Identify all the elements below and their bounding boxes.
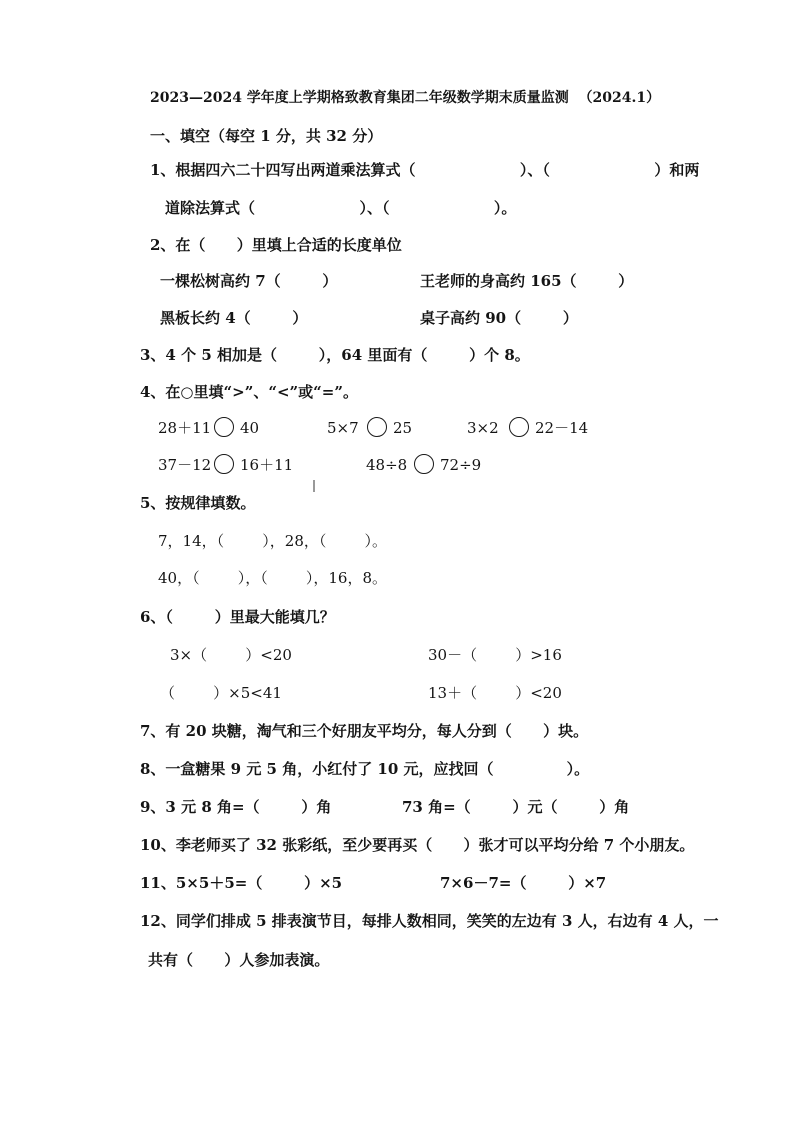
compare-left: 28＋11 (158, 419, 212, 437)
compare-circle-blank[interactable] (214, 454, 234, 474)
section-heading: 一、填空（每空 1 分，共 32 分） (150, 127, 383, 145)
question-11-part-b: 7×6－7=（ ）×7 (440, 874, 607, 892)
question-8: 8、一盒糖果 9 元 5 角，小红付了 10 元，应找回（ ）。 (140, 760, 590, 778)
question-9-part-b: 73 角=（ ）元（ ）角 (402, 798, 630, 816)
page-title: 2023—2024 学年度上学期格致教育集团二年级数学期末质量监测 （2024.1） (150, 90, 661, 106)
question-2-item-b: 王老师的身高约 165（ ） (420, 272, 634, 290)
compare-right: 16＋11 (240, 456, 294, 474)
question-9-part-a: 9、3 元 8 角=（ ）角 (140, 798, 332, 816)
compare-left: 3×2 (467, 419, 499, 437)
compare-left: 48÷8 (366, 456, 408, 474)
question-5-stem: 5、按规律填数。 (140, 494, 256, 512)
question-6-item-b: 30－（ ）>16 (428, 646, 562, 664)
question-12-line-1: 12、同学们排成 5 排表演节目，每排人数相同，笑笑的左边有 3 人，右边有 4 人，一 (140, 912, 719, 930)
question-6-item-c: （ ）×5<41 (160, 684, 282, 702)
compare-circle-blank[interactable] (367, 417, 387, 437)
compare-right: 22－14 (535, 419, 589, 437)
question-6-stem: 6、（ ）里最大能填几？ (140, 608, 335, 626)
compare-right: 72÷9 (440, 456, 482, 474)
scan-speck (313, 480, 315, 492)
question-6-item-d: 13＋（ ）<20 (428, 684, 562, 702)
question-2-item-d: 桌子高约 90（ ） (420, 309, 578, 327)
compare-left: 37－12 (158, 456, 212, 474)
compare-right: 40 (240, 419, 260, 437)
question-6-item-a: 3×（ ）<20 (170, 646, 292, 664)
question-7: 7、有 20 块糖，淘气和三个好朋友平均分，每人分到（ ）块。 (140, 722, 589, 740)
question-5-line-1: 7，14，（ ），28，（ ）。 (158, 532, 388, 550)
question-1-line-2: 道除法算式（ ）、（ ）。 (165, 199, 517, 217)
question-2-stem: 2、在（ ）里填上合适的长度单位 (150, 236, 402, 254)
question-2-item-a: 一棵松树高约 7（ ） (160, 272, 338, 290)
compare-circle-blank[interactable] (214, 417, 234, 437)
question-5-line-2: 40，（ ），（ ），16，8。 (158, 569, 388, 587)
question-10: 10、李老师买了 32 张彩纸，至少要再买（ ）张才可以平均分给 7 个小朋友。 (140, 836, 695, 854)
question-3: 3、4 个 5 相加是（ ），64 里面有（ ）个 8。 (140, 346, 530, 364)
question-12-line-2: 共有（ ）人参加表演。 (148, 951, 330, 969)
question-11-part-a: 11、5×5＋5=（ ）×5 (140, 874, 343, 892)
compare-left: 5×7 (327, 419, 359, 437)
compare-circle-blank[interactable] (414, 454, 434, 474)
question-2-item-c: 黑板长约 4（ ） (160, 309, 308, 327)
compare-right: 25 (393, 419, 413, 437)
compare-circle-blank[interactable] (509, 417, 529, 437)
question-1-line-1: 1、根据四六二十四写出两道乘法算式（ ）、（ ）和两 (150, 161, 700, 179)
question-4-stem: 4、在○里填“>”、“<”或“=”。 (140, 383, 358, 401)
